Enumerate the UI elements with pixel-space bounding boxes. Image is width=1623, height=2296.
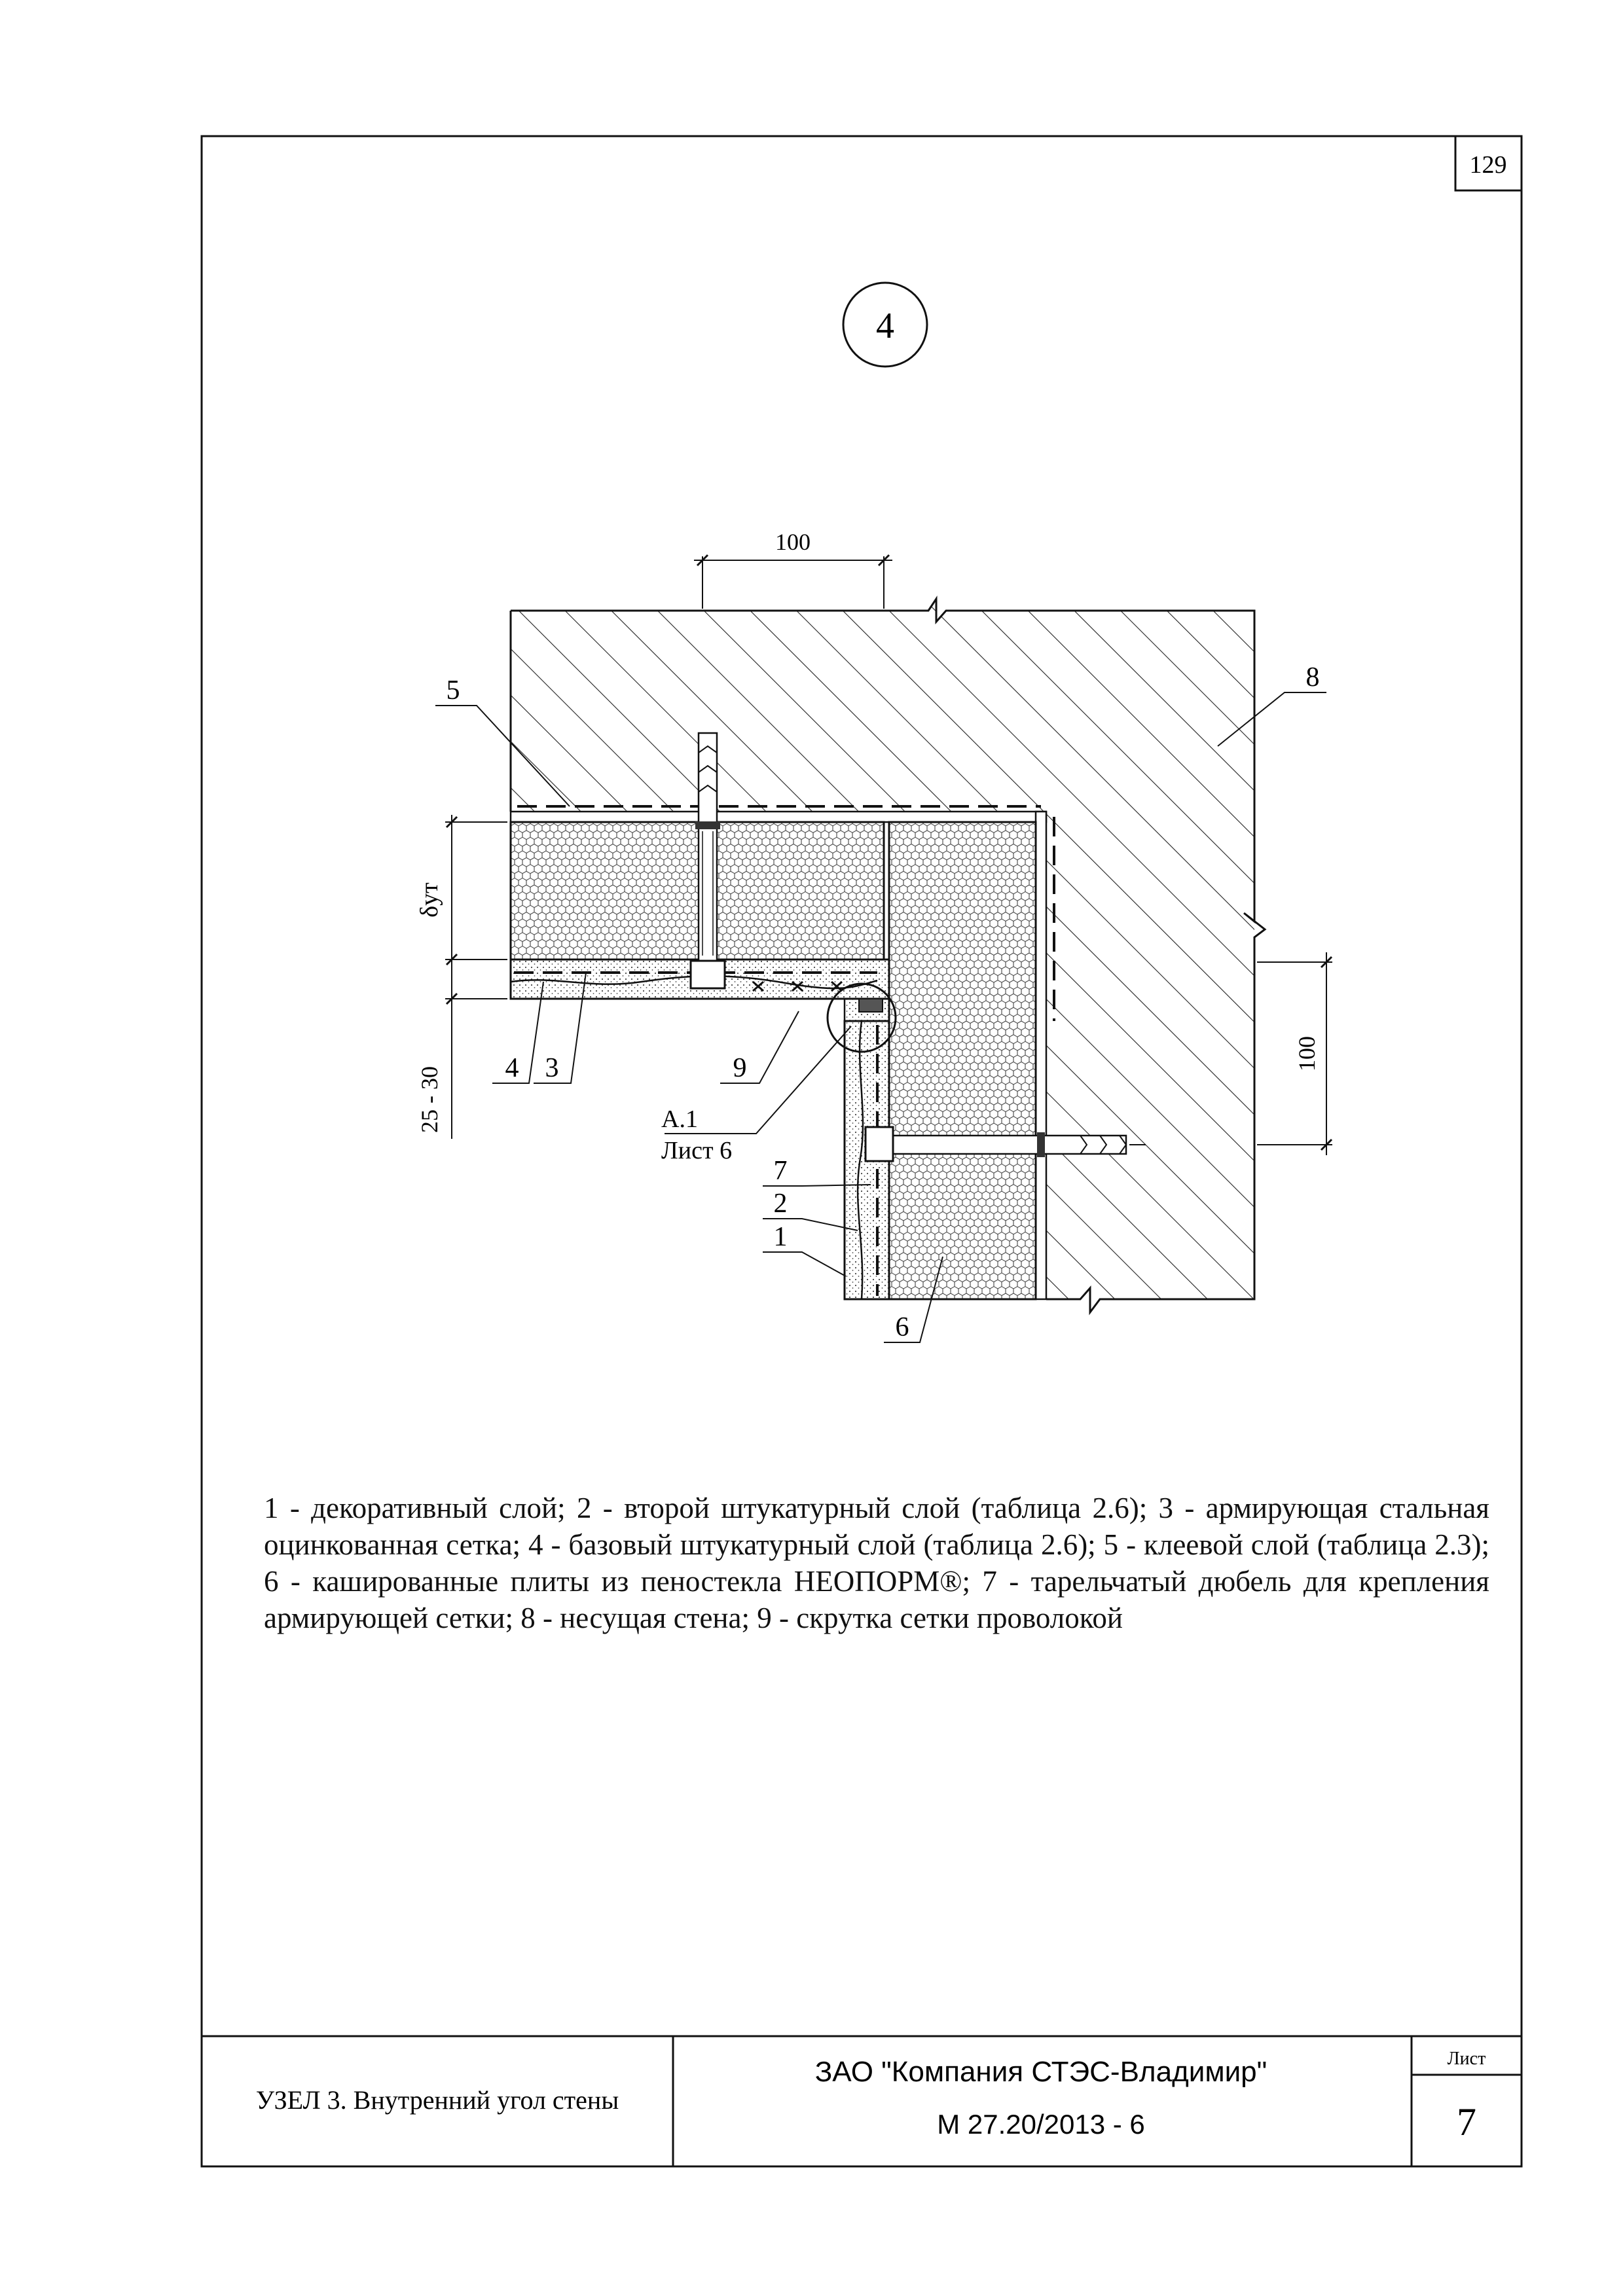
dimension-top-value: 100 bbox=[775, 529, 811, 555]
title-block bbox=[202, 2036, 1522, 2166]
callout-7: 7 bbox=[773, 1156, 788, 1186]
sheet-label: Лист bbox=[1447, 2049, 1486, 2069]
node-title: УЗЕЛ 3. Внутренний угол стены bbox=[255, 2085, 619, 2115]
callout-3: 3 bbox=[545, 1053, 559, 1083]
page-number-box bbox=[1455, 136, 1522, 190]
foam-glass-slab-vertical bbox=[889, 822, 1036, 1299]
callout-2: 2 bbox=[773, 1189, 788, 1219]
detail-ref-line1: А.1 bbox=[661, 1105, 698, 1133]
company-name: ЗАО "Компания СТЭС-Владимир" bbox=[814, 2056, 1267, 2088]
callout-5: 5 bbox=[446, 675, 460, 706]
legend-text: 1 - декоративный слой; 2 - второй штукатурный слой (таблица 2.6); 3 - армирующая стальная оцинкованная сетка; 4 - базовый штукатурный слой (таблица 2.6); 5 - клеевой слой (таблица 2.3); 6 - кашированные плиты из пеностекла НЕОПОРМ®; 7 - тарельчатый дюбель для крепления армирующей сетки; 8 - несущая стена; 9 - скрутка сетки проволокой bbox=[264, 1492, 1489, 1634]
dimension-left bbox=[416, 815, 507, 1139]
dimension-mesh-label: 25 - 30 bbox=[416, 1066, 443, 1133]
callout-4: 4 bbox=[505, 1053, 519, 1083]
callout-6: 6 bbox=[895, 1312, 909, 1342]
callout-9: 9 bbox=[733, 1053, 747, 1083]
callout-8: 8 bbox=[1305, 662, 1320, 692]
sheet-number: 7 bbox=[1457, 2100, 1476, 2144]
node-number: 4 bbox=[876, 306, 894, 346]
dimension-top bbox=[694, 529, 892, 609]
detail-reference bbox=[661, 1105, 732, 1164]
page-number: 129 bbox=[1469, 151, 1507, 179]
dimension-right-value: 100 bbox=[1294, 1036, 1320, 1071]
node-marker bbox=[843, 283, 927, 367]
document-code: М 27.20/2013 - 6 bbox=[937, 2109, 1145, 2140]
dimension-right bbox=[1257, 952, 1332, 1155]
dimension-delta-label: δут bbox=[416, 882, 443, 918]
detail-ref-line2: Лист 6 bbox=[661, 1137, 733, 1164]
foam-glass-slab-horizontal bbox=[511, 822, 884, 960]
callout-1: 1 bbox=[773, 1222, 788, 1252]
